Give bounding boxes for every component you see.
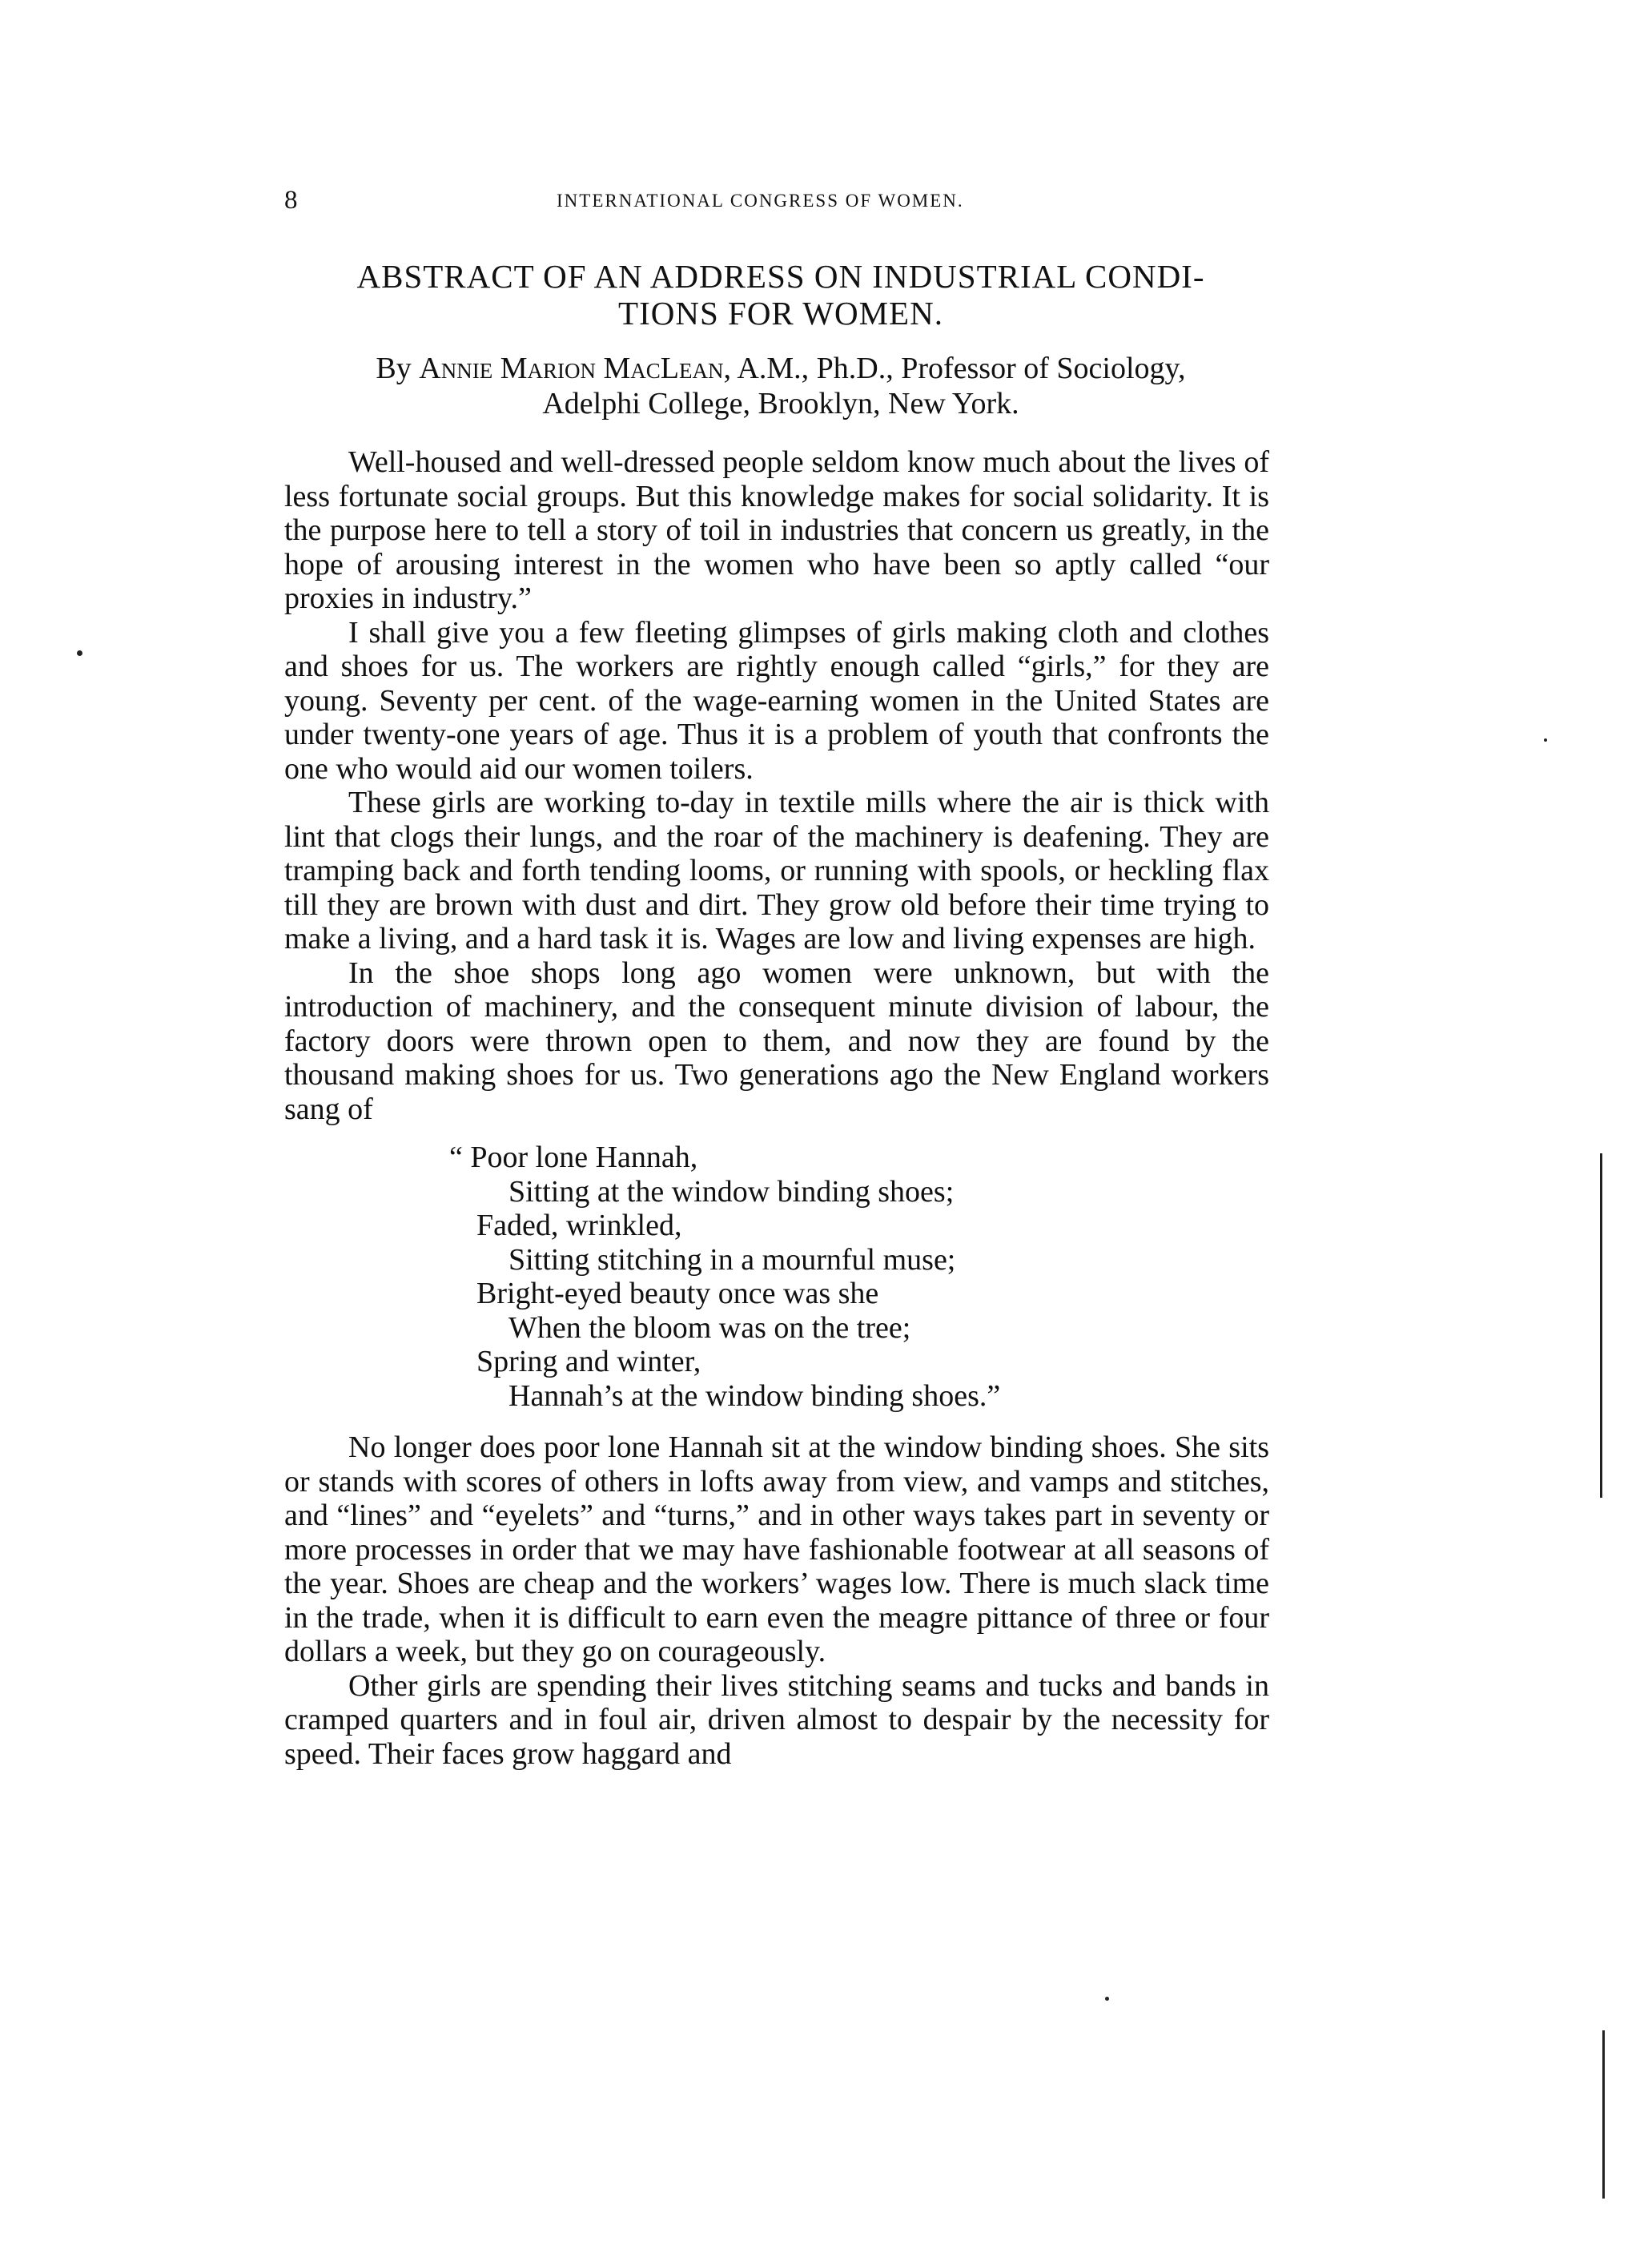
poem-line: Faded, wrinkled, [476, 1209, 682, 1242]
margin-scan-line [1602, 2030, 1605, 2199]
paragraph: No longer does poor lone Hannah sit at the window binding shoes. She sits or stands with scores of others in lofts away from view, and vamps and stitches, and “lines” and “eyelets” and “turns,” and in other ways takes part in seventy or more processes in order that we may have fashionable footwear at all seasons of the year. Shoes are cheap and the workers’ wages low. There is much slack time in the trade, when it is difficult to earn even the meagre pittance of three or four dollars a week, but they go on courageously. [284, 1430, 1269, 1668]
paragraph: These girls are working to-day in textile mills where the air is thick with lint that clogs their lungs, and the roar of the machinery is deafening. They are tramping back and forth tending looms, or running with spools, or heckling flax till they are brown with dust and dirt. They grow old before their time trying to make a living, and a hard task it is. Wages are low and living expenses are high. [284, 786, 1269, 956]
paragraph: Other girls are spending their lives stitching seams and tucks and bands in cramped quarters and in foul air, driven almost to despair by the necessity for speed. Their faces grow haggard and [284, 1668, 1269, 1771]
scan-speck [1105, 1997, 1109, 2001]
poem-line: Bright-eyed beauty once was she [476, 1277, 879, 1310]
poem-quotation [284, 1141, 1269, 1413]
author-credentials: , A.M., Ph.D., Professor of Sociology, [723, 352, 1186, 385]
paragraph: In the shoe shops long ago women were unknown, but with the introduction of machinery, and the consequent minute division of labour, the factory doors were thrown open to them, and now they are found by the thousand making shoes for us. Two generations ago the New England workers sang of [284, 956, 1269, 1126]
author-name: Annie Marion MacLean [419, 352, 724, 385]
page-number: 8 [284, 186, 298, 215]
title-line-1: ABSTRACT OF AN ADDRESS ON INDUSTRIAL CONDI- [356, 258, 1205, 295]
paragraph: Well-housed and well-dressed people seldom know much about the lives of less fortunate social groups. But this knowledge makes for social solidarity. It is the purpose here to tell a story of toil in industries that concern us greatly, in the hope of arousing interest in the women who have been so aptly called “our proxies in industry.” [284, 445, 1269, 615]
article-title [284, 258, 1277, 332]
poem-line: When the bloom was on the tree; [508, 1310, 911, 1345]
poem-line: “ Poor lone Hannah, [449, 1141, 698, 1174]
title-line-2: TIONS FOR WOMEN. [618, 295, 943, 332]
running-head: INTERNATIONAL CONGRESS OF WOMEN. [557, 191, 964, 211]
poem-line: Spring and winter, [476, 1345, 701, 1378]
poem-line: Sitting stitching in a mournful muse; [508, 1242, 956, 1277]
poem-line: Sitting at the window binding shoes; [508, 1174, 955, 1209]
scan-speck [77, 650, 82, 656]
poem-line: Hannah’s at the window binding shoes.” [508, 1378, 1001, 1413]
byline-prefix: By [376, 352, 420, 385]
article-body [284, 445, 1269, 1771]
byline-line-1 [284, 351, 1277, 386]
margin-scan-line [1600, 1153, 1602, 1498]
scan-speck [1544, 738, 1547, 742]
byline-line-2: Adelphi College, Brooklyn, New York. [542, 387, 1019, 420]
byline [284, 351, 1277, 421]
page-header [284, 186, 1269, 226]
paragraph: I shall give you a few fleeting glimpses of girls making cloth and clothes and shoes for us. The workers are rightly enough called “girls,” for they are young. Seventy per cent. of the wage-earning women in the United States are under twenty-one years of age. Thus it is a problem of youth that confronts the one who would aid our women toilers. [284, 615, 1269, 786]
